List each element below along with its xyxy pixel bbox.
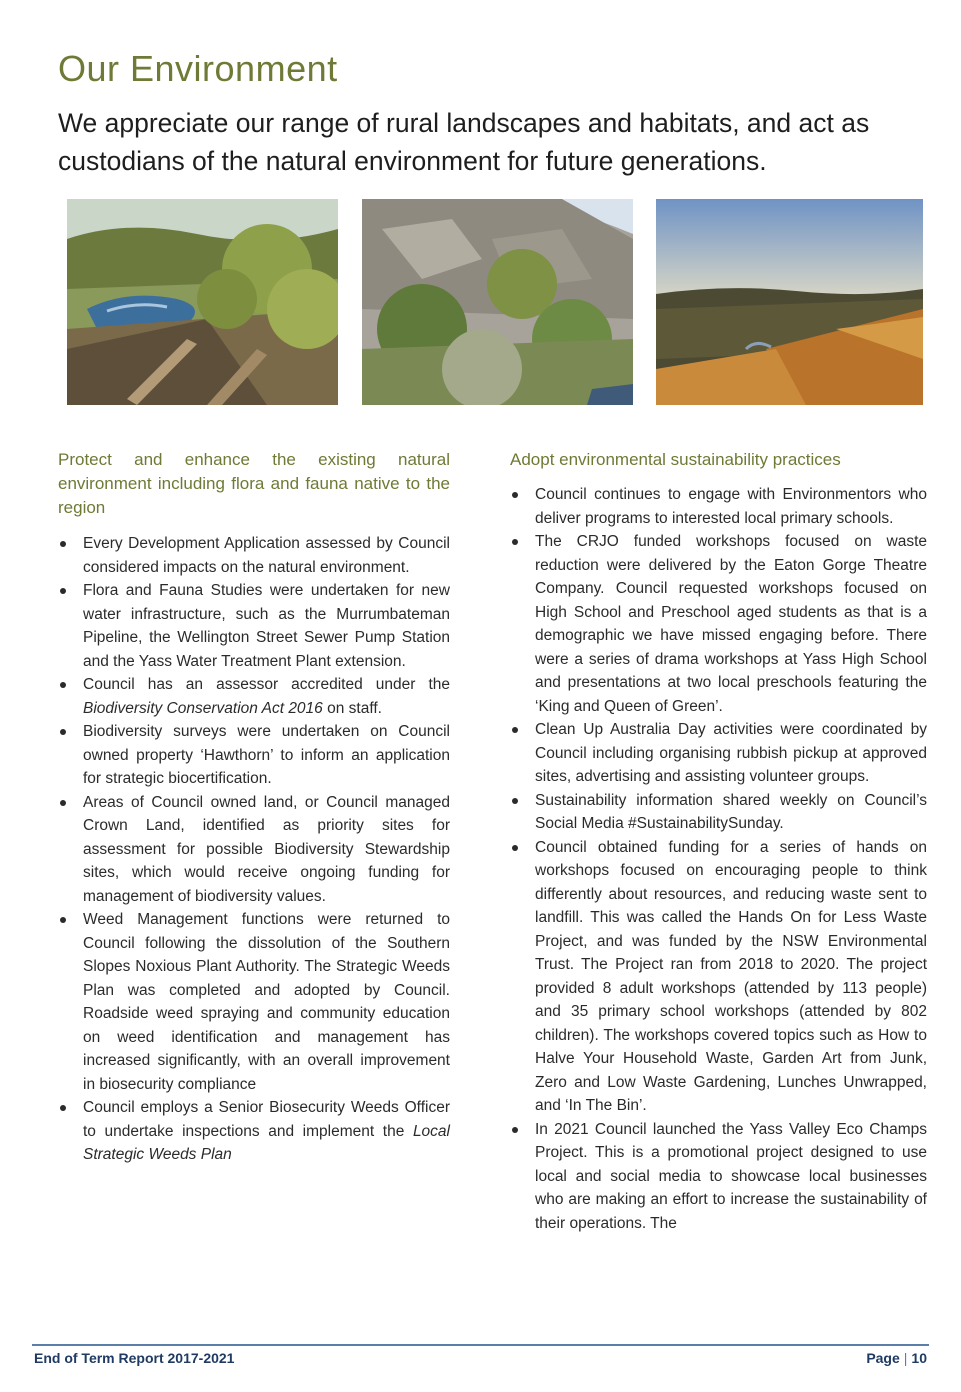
page-title: Our Environment xyxy=(58,48,338,89)
rocky-gorge-photo xyxy=(362,199,633,405)
left-column-heading: Protect and enhance the existing natural environment including flora and fauna native to the region xyxy=(58,450,450,517)
list-item: In 2021 Council launched the Yass Valley Eco Champs Project. This is a promotional project designed to use local and social media to showcase local businesses who are making an effort to increase the sustainability of their operations. The xyxy=(510,1118,927,1236)
list-item: Areas of Council owned land, or Council managed Crown Land, identified as priority sites for assessment for possible Biodiversity Stewardship sites, which would receive ongoing funding for management of biodiversity values. xyxy=(58,791,450,909)
list-item: Clean Up Australia Day activities were coordinated by Council including organising rubbish pickup at approved sites, advertising and assisting volunteer groups. xyxy=(510,718,927,789)
plan-title: Local Strategic Weeds Plan xyxy=(83,1122,450,1163)
list-item: Biodiversity surveys were undertaken on Council owned property ‘Hawthorn’ to inform an application for strategic biocertification. xyxy=(58,720,450,791)
page-label: Page xyxy=(866,1350,900,1366)
footer-separator: | xyxy=(903,1350,908,1366)
list-item: Sustainability information shared weekly on Council’s Social Media #SustainabilitySunday. xyxy=(510,789,927,836)
list-item xyxy=(58,1096,450,1167)
left-bullet-list xyxy=(58,532,450,1167)
right-column-heading: Adopt environmental sustainability practices xyxy=(510,450,841,469)
left-column xyxy=(58,448,450,1167)
list-item: Council continues to engage with Environmentors who deliver programs to interested local primary schools. xyxy=(510,483,927,530)
valley-sunset-photo xyxy=(656,199,923,405)
footer-divider xyxy=(32,1344,929,1346)
list-item: Every Development Application assessed by Council considered impacts on the natural environment. xyxy=(58,532,450,579)
right-column xyxy=(510,448,927,1235)
right-bullet-list xyxy=(510,483,927,1235)
list-item-text: Council has an assessor accredited under the xyxy=(83,676,450,693)
list-item xyxy=(58,673,450,720)
footer-report-title: End of Term Report 2017-2021 xyxy=(34,1350,235,1366)
river-landscape-photo xyxy=(67,199,338,405)
list-item: The CRJO funded workshops focused on waste reduction were delivered by the Eaton Gorge Theatre Company. Council requested workshops focused on High School and Preschool aged students as that is a demographic we have missed engaging before. There were a series of drama workshops at Yass High School and presentations at two local preschools featuring the ‘King and Queen of Green’. xyxy=(510,530,927,718)
list-item-text: Council employs a Senior Biosecurity Weeds Officer to undertake inspections and implement the xyxy=(83,1099,450,1140)
list-item-text: on staff. xyxy=(322,699,382,717)
list-item: Weed Management functions were returned to Council following the dissolution of the Southern Slopes Noxious Plant Authority. The Strategic Weeds Plan was completed and adopted by Council. Roadside weed spraying and community education on weed identification and management has increased significantly, with an overall improvement in biosecurity compliance xyxy=(58,908,450,1096)
list-item: Council obtained funding for a series of hands on workshops focused on encouraging people to think differently about resources, and reducing waste sent to landfill. This was called the Hands On for Less Waste Project, and was funded by the NSW Environmental Trust. The Project ran from 2018 to 2020. The project provided 8 adult workshops (attended by 113 people) and 35 primary school workshops (attended by 802 children). The workshops covered topics such as How to Halve Your Household Waste, Garden Art from Junk, Zero and Low Waste Gardening, Lunches Unwrapped, and ‘In The Bin’. xyxy=(510,836,927,1118)
page-number: 10 xyxy=(911,1350,927,1366)
list-item: Flora and Fauna Studies were undertaken for new water infrastructure, such as the Murrumbateman Pipeline, the Wellington Street Sewer Pump Station and the Yass Water Treatment Plant extension. xyxy=(58,579,450,673)
page-subtitle: We appreciate our range of rural landscapes and habitats, and act as custodians of the natural environment for future generations. xyxy=(58,108,870,176)
footer-page-number xyxy=(866,1350,927,1366)
act-title: Biodiversity Conservation Act 2016 xyxy=(83,699,323,717)
